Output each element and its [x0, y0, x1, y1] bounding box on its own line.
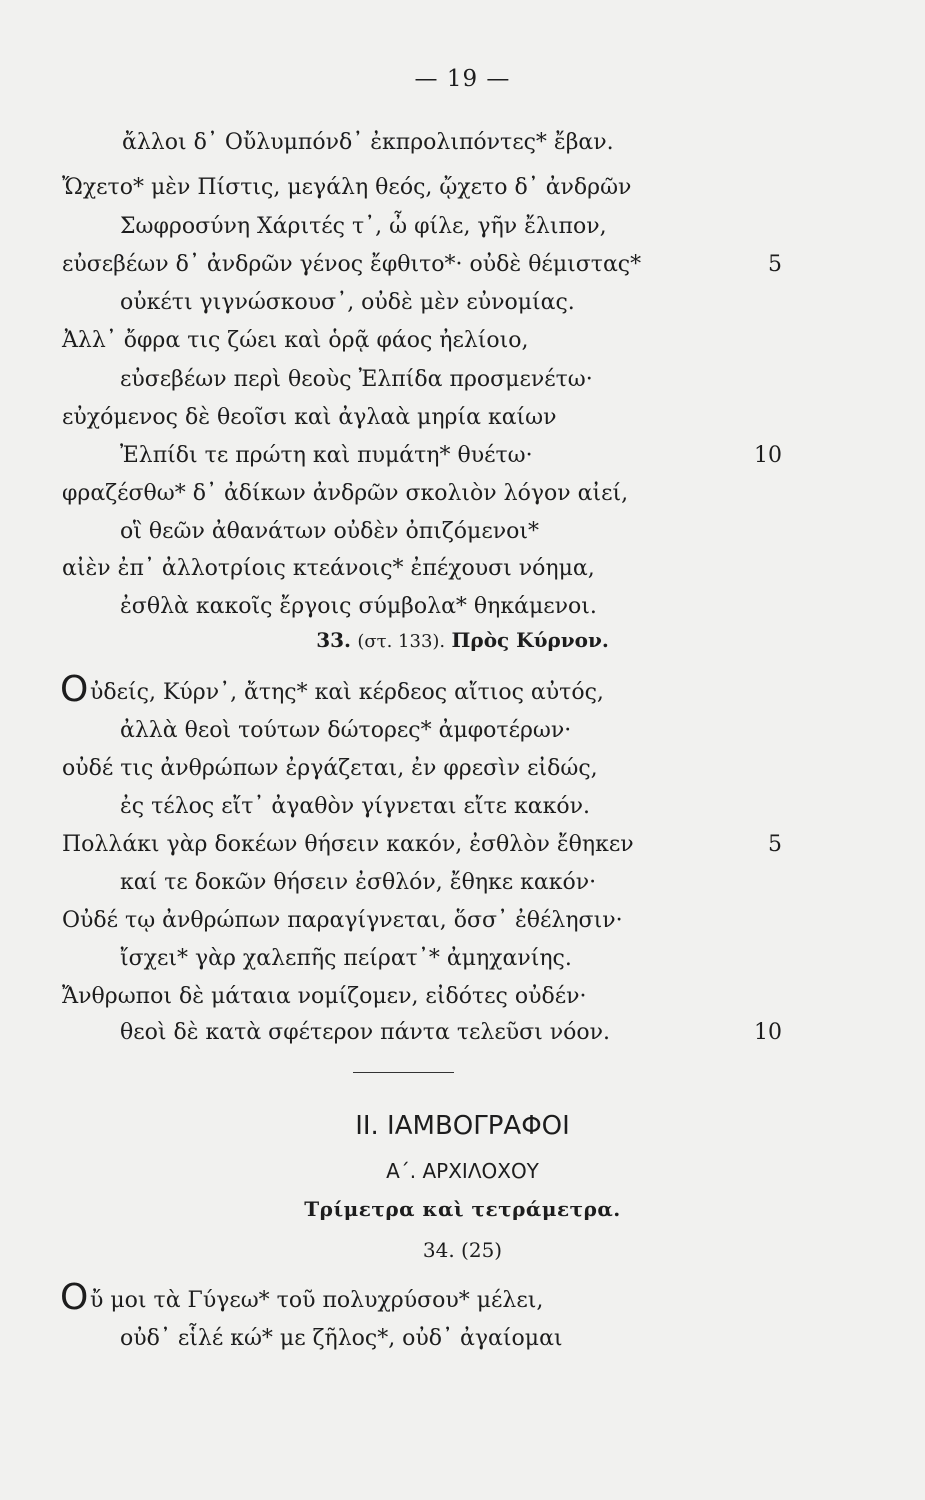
- verse-line: θεοὶ δὲ κατὰ σφέτερον πάντα τελεῦσι νόον.: [120, 1020, 610, 1045]
- section-title: II. ΙΑΜΒΟΓΡΑΦΟΙ: [355, 1111, 570, 1141]
- meter-heading: Τρίμετρα καὶ τετράμετρα.: [304, 1197, 621, 1221]
- verse-line: Πολλάκι γὰρ δοκέων θήσειν κακόν, ἐσθλὸν ἔθηκεν: [62, 832, 634, 857]
- line-number: 10: [754, 443, 782, 468]
- verse-line: φραζέσθω* δ᾽ ἀδίκων ἀνδρῶν σκολιὸν λόγον αἰεί,: [62, 481, 629, 506]
- line-number: 5: [768, 832, 782, 857]
- line-number: 10: [754, 1020, 782, 1045]
- verse-line: ἄλλοι δ᾽ Οὔλυμπόνδ᾽ ἐκπρολιπόντες* ἔβαν.: [122, 130, 614, 155]
- verse-line: Σωφροσύνη Χάριτές τ᾽, ὦ φίλε, γῆν ἔλιπον,: [120, 214, 607, 239]
- verse-line: ἴσχει* γὰρ χαλεπῆς πείρατ᾽* ἀμηχανίης.: [120, 946, 572, 971]
- verse-line: ὔ μοι τὰ Γύγεω* τοῦ πολυχρύσου* μέλει,: [90, 1288, 544, 1313]
- initial-letter: O: [60, 1277, 89, 1318]
- line-number: 5: [768, 252, 782, 277]
- verse-line: εὐχόμενος δὲ θεοῖσι καὶ ἀγλαὰ μηρία καίων: [62, 405, 557, 430]
- poem-number: 33.: [316, 628, 351, 652]
- section-subtitle: Α΄. ΑΡΧΙΛΟΧΟΥ: [386, 1159, 539, 1183]
- verse-line: καί τε δοκῶν θήσειν ἐσθλόν, ἔθηκε κακόν·: [120, 870, 597, 895]
- poem-heading: [0, 630, 925, 651]
- verse-line: Ἄνθρωποι δὲ μάταια νομίζομεν, εἰδότες οὐδέν·: [62, 984, 587, 1009]
- verse-line: οὐδέ τις ἀνθρώπων ἐργάζεται, ἐν φρεσὶν εἰδώς,: [62, 756, 598, 781]
- page-number: — 19 —: [414, 66, 511, 92]
- poem-number: 34. (25): [422, 1238, 503, 1262]
- verse-line: οὐδ᾽ εἷλέ κώ* με ζῆλος*, οὐδ᾽ ἀγαίομαι: [120, 1326, 563, 1351]
- verse-line: ἐσθλὰ κακοῖς ἔργοις σύμβολα* θηκάμενοι.: [120, 594, 597, 619]
- verse-line: εὐσεβέων περὶ θεοὺς Ἐλπίδα προσμενέτω·: [120, 367, 593, 392]
- verse-line: Ὤχετο* μὲν Πίστις, μεγάλη θεός, ᾤχετο δ᾽ ἀνδρῶν: [62, 175, 632, 200]
- initial-letter: O: [60, 669, 89, 710]
- verse-line: εὐσεβέων δ᾽ ἀνδρῶν γένος ἔφθιτο*· οὐδὲ θέμιστας*: [62, 252, 642, 277]
- verse-line: ἐς τέλος εἴτ᾽ ἀγαθὸν γίγνεται εἴτε κακόν.: [120, 794, 590, 819]
- verse-line: Ἀλλ᾽ ὄφρα τις ζώει καὶ ὁρᾷ φάος ἠελίοιο,: [62, 328, 529, 353]
- poem-title: Πρὸς Κύρνον.: [451, 628, 609, 652]
- verse-line: οἳ θεῶν ἀθανάτων οὐδὲν ὀπιζόμενοι*: [120, 519, 539, 544]
- poem-reference: (στ. 133).: [357, 631, 446, 652]
- verse-line: Οὐδέ τῳ ἀνθρώπων παραγίγνεται, ὅσσ᾽ ἐθέλησιν·: [62, 908, 623, 933]
- section-divider: [353, 1072, 454, 1073]
- verse-line: ὐδείς, Κύρν᾽, ἄτης* καὶ κέρδεος αἴτιος αὐτός,: [90, 680, 604, 705]
- verse-line: Ἐλπίδι τε πρώτη καὶ πυμάτη* θυέτω·: [120, 443, 533, 468]
- verse-line: αἰὲν ἐπ᾽ ἀλλοτρίοις κτεάνοις* ἐπέχουσι νόημα,: [62, 556, 595, 581]
- verse-line: οὐκέτι γιγνώσκουσ᾽, οὐδὲ μὲν εὐνομίας.: [120, 290, 575, 315]
- verse-line: ἀλλὰ θεοὶ τούτων δώτορες* ἀμφοτέρων·: [120, 718, 572, 743]
